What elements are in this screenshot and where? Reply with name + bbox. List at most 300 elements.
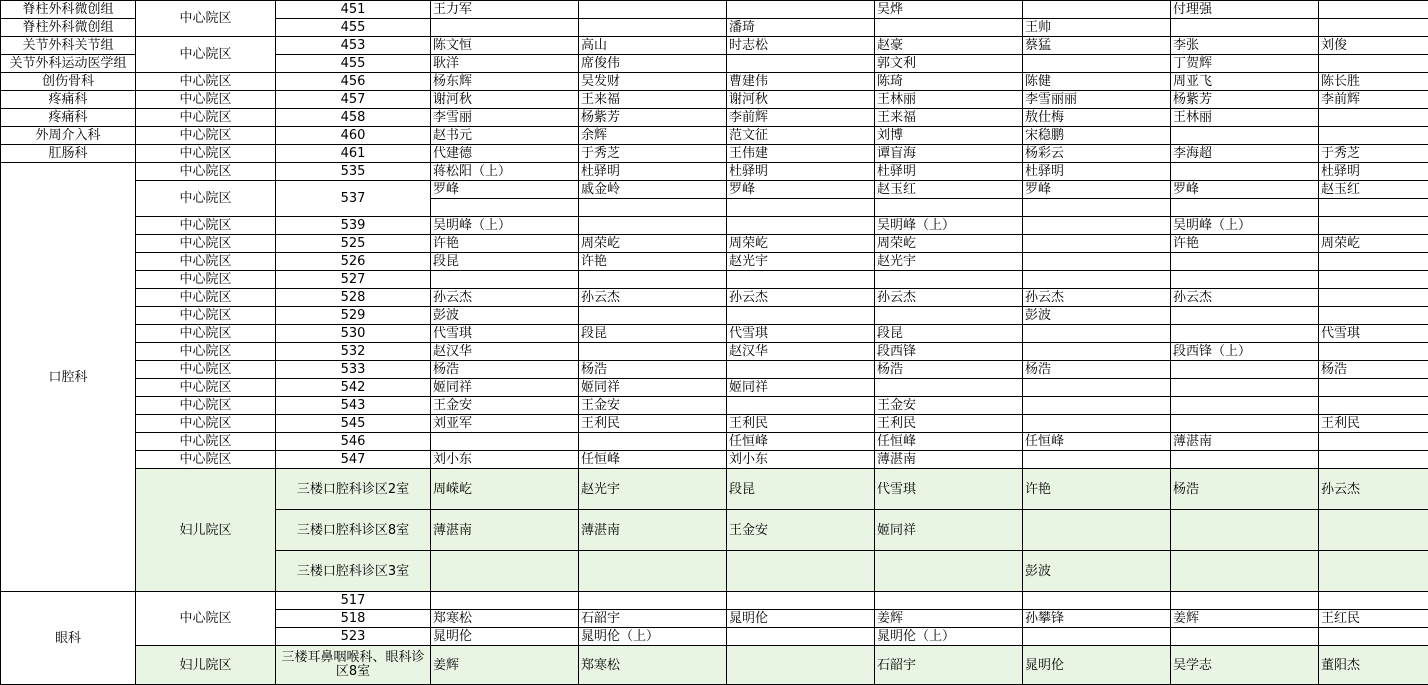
day-cell-thu: 杨浩 (875, 361, 1023, 379)
campus-cell: 中心院区 (136, 271, 276, 289)
day-cell-sat (1171, 127, 1319, 145)
day-cell-sat (1171, 397, 1319, 415)
day-cell-sun (1319, 551, 1428, 592)
day-cell-thu: 王来福 (875, 109, 1023, 127)
day-cell-sat (1171, 361, 1319, 379)
table-row (1, 469, 1428, 510)
room-cell: 539 (276, 217, 431, 235)
dept-cell: 肛肠科 (1, 145, 136, 163)
day-cell-fri (1023, 510, 1171, 551)
day-cell-tue: 姬同祥 (579, 379, 727, 397)
day-cell-sat: 段西锋（上） (1171, 343, 1319, 361)
day-cell-mon: 薄湛南 (431, 510, 579, 551)
room-cell: 458 (276, 109, 431, 127)
day-cell-mon (431, 551, 579, 592)
day-cell-fri: 杨浩 (1023, 361, 1171, 379)
day-cell-sat (1171, 510, 1319, 551)
day-cell-tue: 段昆 (579, 325, 727, 343)
day-cell-mon: 刘亚军 (431, 415, 579, 433)
day-cell-mon: 彭波 (431, 307, 579, 325)
room-cell: 529 (276, 307, 431, 325)
dept-cell: 疼痛科 (1, 109, 136, 127)
day-cell-thu: 薄湛南 (875, 451, 1023, 469)
day-cell-tue (579, 217, 727, 235)
room-cell: 460 (276, 127, 431, 145)
day-cell-wed: 潘琦 (727, 19, 875, 37)
table-row (1, 1, 1428, 19)
day-cell-tue: 杨紫芳 (579, 109, 727, 127)
day-cell-sun (1319, 397, 1428, 415)
day-cell-thu: 周荣屹 (875, 235, 1023, 253)
day-cell-fri: 许艳 (1023, 469, 1171, 510)
table-row (1, 217, 1428, 235)
dept-cell: 疼痛科 (1, 91, 136, 109)
day-cell-wed: 刘小东 (727, 451, 875, 469)
dept-cell: 创伤骨科 (1, 73, 136, 91)
day-cell-wed: 任恒峰 (727, 433, 875, 451)
day-cell-fri (1023, 628, 1171, 646)
day-cell-mon: 吴明峰（上） (431, 217, 579, 235)
day-cell-thu (875, 271, 1023, 289)
room-cell: 537 (276, 181, 431, 217)
room-cell (276, 646, 431, 685)
day-cell-sat: 许艳 (1171, 235, 1319, 253)
day-cell-sun (1319, 55, 1428, 73)
table-row (1, 235, 1428, 253)
day-cell-thu: 刘博 (875, 127, 1023, 145)
day-cell-mon: 许艳 (431, 235, 579, 253)
day-cell-sun: 杨浩 (1319, 361, 1428, 379)
day-cell-wed: 王伟建 (727, 145, 875, 163)
day-cell-fri: 杨彩云 (1023, 145, 1171, 163)
campus-cell: 中心院区 (136, 592, 276, 646)
campus-cell: 中心院区 (136, 217, 276, 235)
day-cell-wed: 赵汉华 (727, 343, 875, 361)
day-cell-sat (1171, 271, 1319, 289)
day-cell-thu: 段昆 (875, 325, 1023, 343)
table-row (1, 343, 1428, 361)
day-cell-fri (1023, 217, 1171, 235)
table-row (1, 253, 1428, 271)
room-cell: 三楼口腔科诊区8室 (276, 510, 431, 551)
room-cell: 523 (276, 628, 431, 646)
day-cell-fri (1023, 235, 1171, 253)
room-cell: 456 (276, 73, 431, 91)
day-cell-sun (1319, 451, 1428, 469)
room-cell: 532 (276, 343, 431, 361)
dept-cell: 关节外科关节组 (1, 37, 136, 55)
day-cell-mon: 蒋松阳（上） (431, 163, 579, 181)
room-cell: 527 (276, 271, 431, 289)
day-cell-sat: 杨浩 (1171, 469, 1319, 510)
day-cell-sun: 刘俊 (1319, 37, 1428, 55)
day-cell-sun: 陈长胜 (1319, 73, 1428, 91)
dept-cell: 外周介入科 (1, 127, 136, 145)
day-cell-tue: 薄湛南 (579, 510, 727, 551)
day-cell-sun (1319, 343, 1428, 361)
day-cell-tue: 高山 (579, 37, 727, 55)
day-cell-mon: 赵汉华 (431, 343, 579, 361)
day-cell-sun: 代雪琪 (1319, 325, 1428, 343)
day-cell-mon: 王金安 (431, 397, 579, 415)
day-cell-fri (1023, 379, 1171, 397)
day-cell-tue: 杨浩 (579, 361, 727, 379)
day-cell-wed: 范文征 (727, 127, 875, 145)
day-cell-wed (727, 361, 875, 379)
day-cell-tue (579, 343, 727, 361)
day-cell-wed (727, 199, 875, 217)
day-cell-tue (579, 592, 727, 610)
day-cell-wed (727, 217, 875, 235)
day-cell-tue (579, 307, 727, 325)
day-cell-thu: 赵光宇 (875, 253, 1023, 271)
day-cell-sun (1319, 199, 1428, 217)
day-cell-thu (875, 592, 1023, 610)
day-cell-wed: 杜驿明 (727, 163, 875, 181)
table-row (1, 289, 1428, 307)
day-cell-mon: 陈文恒 (431, 37, 579, 55)
day-cell-sun (1319, 307, 1428, 325)
day-cell-wed: 时志松 (727, 37, 875, 55)
room-cell: 455 (276, 19, 431, 37)
day-cell-sun (1319, 433, 1428, 451)
day-cell-fri (1023, 199, 1171, 217)
day-cell-thu: 赵玉红 (875, 181, 1023, 199)
day-cell-wed (727, 1, 875, 19)
day-cell-fri: 李雪丽丽 (1023, 91, 1171, 109)
room-cell: 517 (276, 592, 431, 610)
table-row (1, 379, 1428, 397)
table-row (1, 397, 1428, 415)
room-cell: 461 (276, 145, 431, 163)
day-cell-mon (431, 592, 579, 610)
day-cell-tue: 郑寒松 (579, 646, 727, 685)
day-cell-sun (1319, 253, 1428, 271)
day-cell-sun (1319, 379, 1428, 397)
day-cell-wed (727, 397, 875, 415)
day-cell-wed: 王利民 (727, 415, 875, 433)
campus-cell: 中心院区 (136, 127, 276, 145)
day-cell-tue: 吴发财 (579, 73, 727, 91)
day-cell-sat (1171, 325, 1319, 343)
day-cell-sun: 李前辉 (1319, 91, 1428, 109)
day-cell-fri (1023, 397, 1171, 415)
day-cell-thu: 谭盲海 (875, 145, 1023, 163)
day-cell-fri: 孙云杰 (1023, 289, 1171, 307)
day-cell-sun: 董阳杰 (1319, 646, 1428, 685)
day-cell-sun: 孙云杰 (1319, 469, 1428, 510)
table-row (1, 271, 1428, 289)
day-cell-thu: 赵豪 (875, 37, 1023, 55)
day-cell-mon: 郑寒松 (431, 610, 579, 628)
day-cell-mon: 赵书元 (431, 127, 579, 145)
day-cell-fri: 宋稳鹏 (1023, 127, 1171, 145)
day-cell-sun: 王红民 (1319, 610, 1428, 628)
day-cell-thu: 石韶宇 (875, 646, 1023, 685)
table-row (1, 91, 1428, 109)
day-cell-thu: 吴烨 (875, 1, 1023, 19)
day-cell-mon: 晁明伦 (431, 628, 579, 646)
day-cell-fri (1023, 253, 1171, 271)
day-cell-tue: 戚金岭 (579, 181, 727, 199)
day-cell-tue: 杜驿明 (579, 163, 727, 181)
table-row (1, 181, 1428, 199)
day-cell-thu: 孙云杰 (875, 289, 1023, 307)
day-cell-thu: 代雪琪 (875, 469, 1023, 510)
day-cell-sun (1319, 1, 1428, 19)
day-cell-tue: 赵光宇 (579, 469, 727, 510)
day-cell-fri (1023, 451, 1171, 469)
day-cell-mon: 李雪丽 (431, 109, 579, 127)
day-cell-wed: 周荣屹 (727, 235, 875, 253)
day-cell-fri: 敖仕梅 (1023, 109, 1171, 127)
day-cell-tue: 王金安 (579, 397, 727, 415)
day-cell-wed (727, 646, 875, 685)
day-cell-tue: 石韶宇 (579, 610, 727, 628)
dept-cell: 脊柱外科微创组 (1, 1, 136, 19)
campus-cell: 妇儿院区 (136, 646, 276, 685)
day-cell-mon: 谢河秋 (431, 91, 579, 109)
room-cell: 535 (276, 163, 431, 181)
campus-cell: 中心院区 (136, 1, 276, 37)
day-cell-fri: 彭波 (1023, 307, 1171, 325)
day-cell-sun (1319, 217, 1428, 235)
day-cell-mon: 孙云杰 (431, 289, 579, 307)
room-cell: 533 (276, 361, 431, 379)
day-cell-fri (1023, 343, 1171, 361)
day-cell-thu: 王利民 (875, 415, 1023, 433)
day-cell-fri: 罗峰 (1023, 181, 1171, 199)
day-cell-thu: 王林丽 (875, 91, 1023, 109)
day-cell-tue: 孙云杰 (579, 289, 727, 307)
day-cell-sun: 于秀芝 (1319, 145, 1428, 163)
day-cell-fri: 陈健 (1023, 73, 1171, 91)
day-cell-sat: 周亚飞 (1171, 73, 1319, 91)
day-cell-thu: 吴明峰（上） (875, 217, 1023, 235)
day-cell-sat: 丁贺辉 (1171, 55, 1319, 73)
day-cell-thu: 任恒峰 (875, 433, 1023, 451)
day-cell-tue (579, 271, 727, 289)
campus-cell: 中心院区 (136, 109, 276, 127)
day-cell-wed (727, 55, 875, 73)
campus-cell: 中心院区 (136, 163, 276, 181)
day-cell-mon: 周嵘屹 (431, 469, 579, 510)
day-cell-sat (1171, 379, 1319, 397)
day-cell-sat (1171, 199, 1319, 217)
day-cell-fri: 蔡猛 (1023, 37, 1171, 55)
day-cell-sun: 周荣屹 (1319, 235, 1428, 253)
day-cell-thu: 晁明伦（上） (875, 628, 1023, 646)
day-cell-wed (727, 628, 875, 646)
day-cell-fri (1023, 325, 1171, 343)
day-cell-sat: 李张 (1171, 37, 1319, 55)
day-cell-sun (1319, 127, 1428, 145)
day-cell-fri: 晁明伦 (1023, 646, 1171, 685)
room-cell: 455 (276, 55, 431, 73)
day-cell-sat (1171, 415, 1319, 433)
day-cell-fri: 杜驿明 (1023, 163, 1171, 181)
day-cell-thu (875, 551, 1023, 592)
day-cell-thu: 王金安 (875, 397, 1023, 415)
day-cell-wed: 代雪琪 (727, 325, 875, 343)
day-cell-sat: 杨紫芳 (1171, 91, 1319, 109)
campus-cell: 中心院区 (136, 37, 276, 73)
day-cell-mon: 代建德 (431, 145, 579, 163)
day-cell-tue: 于秀芝 (579, 145, 727, 163)
day-cell-wed: 王金安 (727, 510, 875, 551)
day-cell-thu: 陈琦 (875, 73, 1023, 91)
day-cell-fri (1023, 415, 1171, 433)
day-cell-mon: 段昆 (431, 253, 579, 271)
day-cell-sat: 孙云杰 (1171, 289, 1319, 307)
day-cell-wed (727, 592, 875, 610)
table-row (1, 109, 1428, 127)
day-cell-tue: 王利民 (579, 415, 727, 433)
day-cell-sun: 赵玉红 (1319, 181, 1428, 199)
campus-cell: 中心院区 (136, 145, 276, 163)
day-cell-mon: 姬同祥 (431, 379, 579, 397)
day-cell-sat (1171, 551, 1319, 592)
day-cell-thu (875, 199, 1023, 217)
campus-cell: 中心院区 (136, 379, 276, 397)
day-cell-tue (579, 199, 727, 217)
day-cell-tue: 晁明伦（上） (579, 628, 727, 646)
day-cell-tue: 余辉 (579, 127, 727, 145)
day-cell-wed: 罗峰 (727, 181, 875, 199)
day-cell-fri: 任恒峰 (1023, 433, 1171, 451)
day-cell-sun (1319, 19, 1428, 37)
day-cell-sat (1171, 628, 1319, 646)
campus-cell: 中心院区 (136, 343, 276, 361)
day-cell-sat (1171, 592, 1319, 610)
day-cell-sun: 王利民 (1319, 415, 1428, 433)
day-cell-sun (1319, 628, 1428, 646)
dept-cell-ophthalmology: 眼科 (1, 592, 136, 685)
day-cell-thu: 姬同祥 (875, 510, 1023, 551)
table-row (1, 433, 1428, 451)
day-cell-sat: 李海超 (1171, 145, 1319, 163)
day-cell-tue (579, 1, 727, 19)
room-cell: 545 (276, 415, 431, 433)
day-cell-sat (1171, 307, 1319, 325)
day-cell-sun (1319, 592, 1428, 610)
campus-cell: 中心院区 (136, 451, 276, 469)
campus-cell: 中心院区 (136, 235, 276, 253)
day-cell-fri (1023, 271, 1171, 289)
campus-cell: 妇儿院区 (136, 469, 276, 592)
room-cell: 三楼口腔科诊区2室 (276, 469, 431, 510)
day-cell-sat (1171, 451, 1319, 469)
day-cell-thu (875, 19, 1023, 37)
day-cell-tue: 周荣屹 (579, 235, 727, 253)
day-cell-mon (431, 199, 579, 217)
table-row (1, 361, 1428, 379)
campus-cell: 中心院区 (136, 397, 276, 415)
day-cell-wed: 李前辉 (727, 109, 875, 127)
room-cell: 三楼口腔科诊区3室 (276, 551, 431, 592)
day-cell-tue (579, 433, 727, 451)
day-cell-wed (727, 551, 875, 592)
campus-cell: 中心院区 (136, 361, 276, 379)
day-cell-mon: 杨东辉 (431, 73, 579, 91)
day-cell-sat: 罗峰 (1171, 181, 1319, 199)
table-row (1, 325, 1428, 343)
day-cell-wed (727, 271, 875, 289)
day-cell-sat: 吴学志 (1171, 646, 1319, 685)
day-cell-fri: 彭波 (1023, 551, 1171, 592)
day-cell-fri (1023, 55, 1171, 73)
room-cell: 451 (276, 1, 431, 19)
day-cell-wed: 谢河秋 (727, 91, 875, 109)
day-cell-wed: 孙云杰 (727, 289, 875, 307)
day-cell-mon: 王力军 (431, 1, 579, 19)
table-row (1, 307, 1428, 325)
dept-cell-stomatology: 口腔科 (1, 163, 136, 592)
day-cell-wed: 晁明伦 (727, 610, 875, 628)
day-cell-thu (875, 307, 1023, 325)
room-cell: 543 (276, 397, 431, 415)
table-row (1, 145, 1428, 163)
room-cell: 547 (276, 451, 431, 469)
campus-cell: 中心院区 (136, 181, 276, 217)
day-cell-sat: 薄湛南 (1171, 433, 1319, 451)
day-cell-mon (431, 19, 579, 37)
day-cell-fri: 王帅 (1023, 19, 1171, 37)
day-cell-tue: 任恒峰 (579, 451, 727, 469)
day-cell-wed: 曹建伟 (727, 73, 875, 91)
room-cell: 526 (276, 253, 431, 271)
day-cell-mon: 姜辉 (431, 646, 579, 685)
campus-cell: 中心院区 (136, 91, 276, 109)
day-cell-wed (727, 307, 875, 325)
room-cell: 453 (276, 37, 431, 55)
dept-cell: 脊柱外科微创组 (1, 19, 136, 37)
campus-cell: 中心院区 (136, 73, 276, 91)
room-cell: 457 (276, 91, 431, 109)
day-cell-sun (1319, 271, 1428, 289)
room-cell: 518 (276, 610, 431, 628)
day-cell-thu: 段西锋 (875, 343, 1023, 361)
day-cell-thu: 杜驿明 (875, 163, 1023, 181)
campus-cell: 中心院区 (136, 307, 276, 325)
day-cell-sat: 付理强 (1171, 1, 1319, 19)
day-cell-sun (1319, 510, 1428, 551)
day-cell-tue: 王来福 (579, 91, 727, 109)
room-cell: 528 (276, 289, 431, 307)
table-row (1, 415, 1428, 433)
campus-cell: 中心院区 (136, 253, 276, 271)
day-cell-fri (1023, 1, 1171, 19)
day-cell-mon: 杨浩 (431, 361, 579, 379)
day-cell-mon: 刘小东 (431, 451, 579, 469)
dept-cell: 关节外科运动医学组 (1, 55, 136, 73)
day-cell-sat: 吴明峰（上） (1171, 217, 1319, 235)
table-row (1, 451, 1428, 469)
day-cell-sat (1171, 163, 1319, 181)
room-cell: 530 (276, 325, 431, 343)
table-row (1, 127, 1428, 145)
day-cell-fri (1023, 592, 1171, 610)
day-cell-tue: 席俊伟 (579, 55, 727, 73)
day-cell-sun (1319, 289, 1428, 307)
campus-cell: 中心院区 (136, 415, 276, 433)
day-cell-wed: 赵光宇 (727, 253, 875, 271)
day-cell-wed: 段昆 (727, 469, 875, 510)
day-cell-mon (431, 433, 579, 451)
campus-cell: 中心院区 (136, 325, 276, 343)
day-cell-tue (579, 19, 727, 37)
day-cell-wed: 姬同祥 (727, 379, 875, 397)
